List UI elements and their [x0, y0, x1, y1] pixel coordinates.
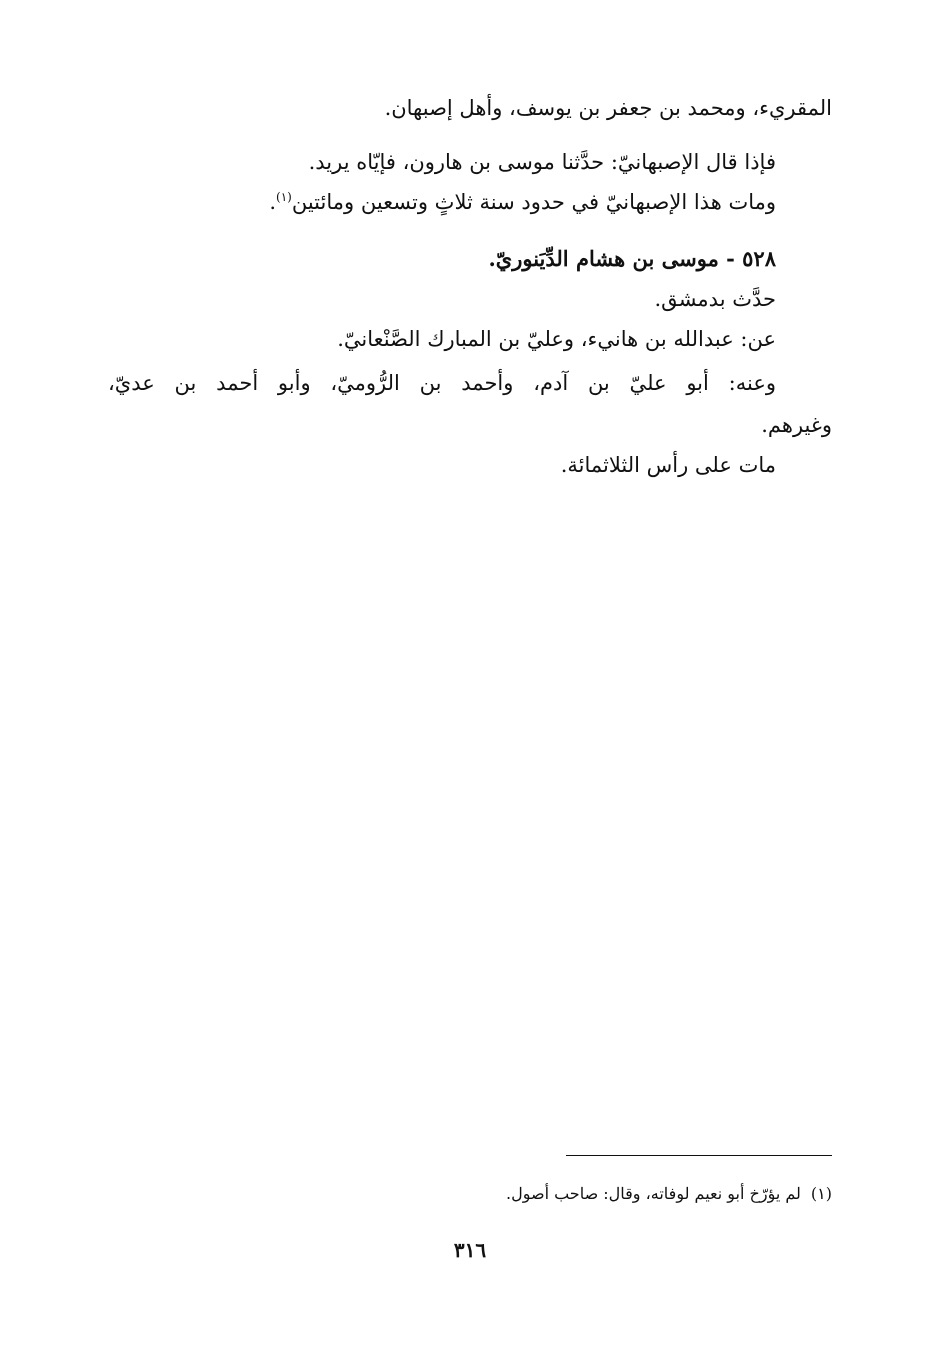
entry-heading: ٥٢٨ - موسى بن هشام الدِّيَنوريّ.	[488, 246, 776, 271]
text-line-7: وعنه: أبو عليّ بن آدم، وأحمد بن الرُّوميّ، وأبو أحمد بن عديّ،	[108, 371, 776, 395]
text-line-5: حدَّث بدمشق.	[654, 287, 776, 311]
text-line-3	[269, 187, 776, 217]
footnote-divider	[566, 1155, 832, 1156]
text-line-3-end: .	[269, 190, 277, 214]
footnote-reference[interactable]: (١)	[276, 190, 292, 204]
text-line-6: عن: عبدالله بن هانيء، وعليّ بن المبارك الصَّنْعانيّ.	[337, 327, 776, 351]
text-line-3-body: ومات هذا الإصبهانيّ في حدود سنة ثلاثٍ وتسعين ومائتين	[291, 190, 776, 214]
footnote-text: لم يؤرّخ أبو نعيم لوفاته، وقال: صاحب أصول.	[506, 1184, 801, 1203]
text-line-1: المقريء، ومحمد بن جعفر بن يوسف، وأهل إصبهان.	[384, 96, 832, 120]
footnote	[506, 1182, 832, 1206]
footnote-number: (١)	[810, 1184, 832, 1203]
text-line-2: فإذا قال الإصبهانيّ: حدَّثنا موسى بن هارون، فإيّاه يريد.	[308, 150, 776, 174]
page-number: ٣١٦	[453, 1238, 487, 1262]
text-line-9: مات على رأس الثلاثمائة.	[560, 453, 776, 477]
text-line-8: وغيرهم.	[761, 413, 832, 437]
